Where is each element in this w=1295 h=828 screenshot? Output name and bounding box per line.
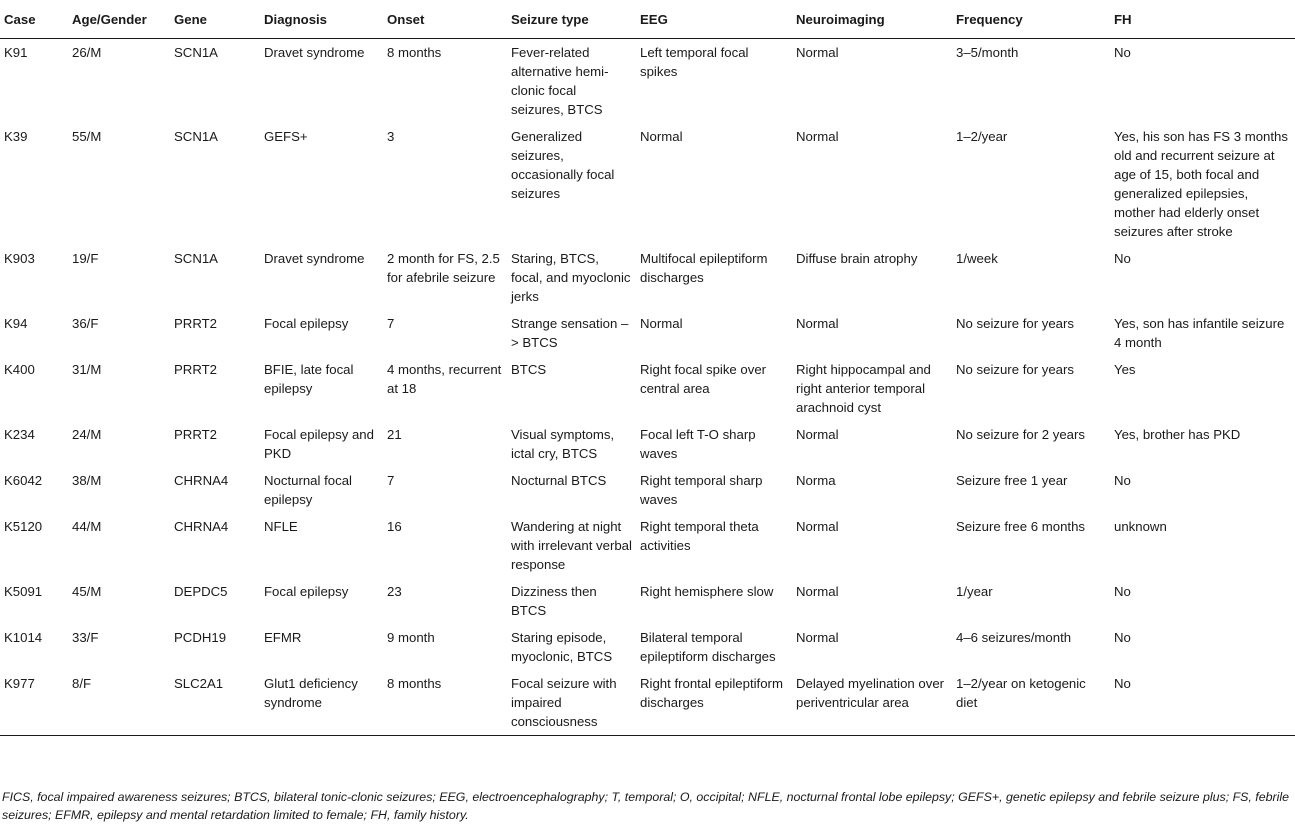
cell-age-gender: 38/M [72,473,102,488]
cell-case: K94 [4,316,28,331]
cell-age-gender: 31/M [72,362,102,377]
table-row [0,513,1295,578]
cell-onset: 7 [387,473,395,488]
cell-onset: 3 [387,129,395,144]
cell-seizure-type: BTCS [511,362,547,377]
cell-frequency: No seizure for years [956,316,1074,331]
column-header-gene: Gene [170,0,260,39]
table-body [0,39,1295,736]
cell-age-gender: 24/M [72,427,102,442]
cell-neuroimaging: Normal [796,519,839,534]
table-row [0,578,1295,624]
cell-eeg: Bilateral temporal epileptiform discharges [640,630,776,664]
cell-diagnosis: GEFS+ [264,129,308,144]
cell-frequency: 1/year [956,584,993,599]
cell-eeg: Focal left T-O sharp waves [640,427,756,461]
table-header [0,0,1295,39]
cell-gene: SCN1A [174,129,218,144]
cell-frequency: Seizure free 1 year [956,473,1068,488]
cell-seizure-type: Dizziness then BTCS [511,584,597,618]
cell-gene: SCN1A [174,45,218,60]
column-header-diagnosis: Diagnosis [260,0,383,39]
cell-frequency: 3–5/month [956,45,1019,60]
cell-diagnosis: Nocturnal focal epilepsy [264,473,352,507]
cell-case: K6042 [4,473,43,488]
cell-fh: No [1114,473,1131,488]
cell-onset: 8 months [387,45,442,60]
table-row [0,39,1295,124]
cell-frequency: 1–2/year [956,129,1008,144]
cell-eeg: Normal [640,316,683,331]
table-row [0,123,1295,245]
cell-fh: Yes, son has infantile seizure 4 month [1114,316,1285,350]
cell-gene: SLC2A1 [170,670,260,736]
cell-case: K977 [0,670,68,736]
cell-case: K400 [4,362,35,377]
cell-seizure-type: Nocturnal BTCS [511,473,607,488]
cell-case: K234 [4,427,35,442]
cell-frequency: 4–6 seizures/month [956,630,1072,645]
cell-diagnosis: Dravet syndrome [264,45,365,60]
header-row [0,0,1295,39]
cell-neuroimaging: Right hippocampal and right anterior temporal arachnoid cyst [796,362,931,415]
cell-case: K1014 [4,630,43,645]
cell-onset: 9 month [387,630,435,645]
cell-eeg: Multifocal epileptiform discharges [640,251,768,285]
cell-eeg: Right temporal theta activities [640,519,759,553]
column-header-age-gender: Age/Gender [68,0,170,39]
table-row [0,670,1295,736]
cell-diagnosis: BFIE, late focal epilepsy [264,362,354,396]
cell-case: K91 [4,45,28,60]
column-header-neuroimaging: Neuroimaging [792,0,952,39]
cell-fh: No [1110,670,1295,736]
cell-eeg: Normal [640,129,683,144]
cell-onset: 16 [387,519,402,534]
cell-age-gender: 45/M [72,584,102,599]
cell-fh: No [1114,584,1131,599]
cell-seizure-type: Visual symptoms, ictal cry, BTCS [511,427,615,461]
cell-gene: PRRT2 [174,316,217,331]
cell-age-gender: 26/M [72,45,102,60]
cell-fh: Yes [1114,362,1136,377]
cell-eeg: Right focal spike over central area [640,362,767,396]
cell-seizure-type: Fever-related alternative hemi-clonic focal seizures, BTCS [511,45,609,117]
cell-onset: 2 month for FS, 2.5 for afebrile seizure [387,251,500,285]
table-row [0,624,1295,670]
cell-case: K5120 [4,519,43,534]
cell-neuroimaging: Delayed myelination over periventricular area [792,670,952,736]
cell-gene: PRRT2 [174,427,217,442]
cell-gene: DEPDC5 [174,584,228,599]
cell-fh: No [1114,251,1131,266]
cell-diagnosis: Focal epilepsy and PKD [264,427,374,461]
table-footnote: FICS, focal impaired awareness seizures; BTCS, bilateral tonic-clonic seizures; EEG, electroencephalography; T, temporal; O, occipital; NFLE, nocturnal frontal lobe epilepsy; GEFS+, genetic epilepsy and febrile seizure plus; FS, febrile seizures; EFMR, epilepsy and mental retardation limited to female; FH, family history. [2,790,1290,822]
cell-neuroimaging: Normal [796,129,839,144]
cell-age-gender: 19/F [72,251,99,266]
cell-case: K39 [4,129,28,144]
cell-diagnosis: Focal epilepsy [264,584,349,599]
table-row [0,310,1295,356]
cell-seizure-type: Strange sensation –> BTCS [511,316,629,350]
cell-case: K5091 [4,584,43,599]
cell-eeg: Right frontal epileptiform discharges [636,670,792,736]
column-header-eeg: EEG [636,0,792,39]
cell-neuroimaging: Normal [796,630,839,645]
cell-frequency: 1/week [956,251,998,266]
cell-fh: No [1114,630,1131,645]
cell-frequency: No seizure for years [956,362,1074,377]
cell-fh: Yes, brother has PKD [1114,427,1241,442]
cell-age-gender: 44/M [72,519,102,534]
cell-onset: 23 [387,584,402,599]
cell-frequency: No seizure for 2 years [956,427,1085,442]
cell-gene: CHRNA4 [174,473,229,488]
cell-neuroimaging: Norma [796,473,836,488]
table-row [0,356,1295,421]
cell-seizure-type: Wandering at night with irrelevant verbal response [511,519,632,572]
cell-age-gender: 8/F [68,670,170,736]
cell-age-gender: 55/M [72,129,102,144]
cell-neuroimaging: Normal [796,45,839,60]
cell-fh: No [1114,45,1131,60]
cell-gene: PRRT2 [174,362,217,377]
cell-onset: 8 months [383,670,507,736]
cell-onset: 21 [387,427,402,442]
cell-seizure-type: Focal seizure with impaired consciousness [507,670,636,736]
table-row [0,421,1295,467]
cell-fh: unknown [1114,519,1167,534]
cell-onset: 4 months, recurrent at 18 [387,362,502,396]
cell-diagnosis: Dravet syndrome [264,251,365,266]
cell-neuroimaging: Normal [796,316,839,331]
cell-age-gender: 33/F [72,630,99,645]
cell-seizure-type: Generalized seizures, occasionally focal seizures [511,129,615,201]
table-row [0,467,1295,513]
cell-gene: PCDH19 [174,630,227,645]
cell-gene: SCN1A [174,251,218,266]
column-header-seizure-type: Seizure type [507,0,636,39]
cell-frequency: 1–2/year on ketogenic diet [952,670,1110,736]
cell-diagnosis: Focal epilepsy [264,316,349,331]
column-header-case: Case [0,0,68,39]
cell-neuroimaging: Normal [796,427,839,442]
column-header-onset: Onset [383,0,507,39]
cell-seizure-type: Staring episode, myoclonic, BTCS [511,630,613,664]
cell-age-gender: 36/F [72,316,99,331]
cell-case: K903 [4,251,35,266]
column-header-frequency: Frequency [952,0,1110,39]
table-row [0,245,1295,310]
cell-eeg: Left temporal focal spikes [640,45,749,79]
cell-fh: Yes, his son has FS 3 months old and recurrent seizure at age of 15, both focal and generalized epilepsies, mother had elderly onset seizures after stroke [1114,129,1288,239]
cell-gene: CHRNA4 [174,519,229,534]
cell-onset: 7 [387,316,395,331]
cell-frequency: Seizure free 6 months [956,519,1086,534]
cell-diagnosis: NFLE [264,519,298,534]
cell-neuroimaging: Diffuse brain atrophy [796,251,918,266]
column-header-fh: FH [1110,0,1295,39]
cell-seizure-type: Staring, BTCS, focal, and myoclonic jerks [511,251,631,304]
cell-eeg: Right temporal sharp waves [640,473,763,507]
cell-eeg: Right hemisphere slow [640,584,774,599]
cell-diagnosis: EFMR [264,630,302,645]
cell-diagnosis: Glut1 deficiency syndrome [260,670,383,736]
cell-neuroimaging: Normal [796,584,839,599]
